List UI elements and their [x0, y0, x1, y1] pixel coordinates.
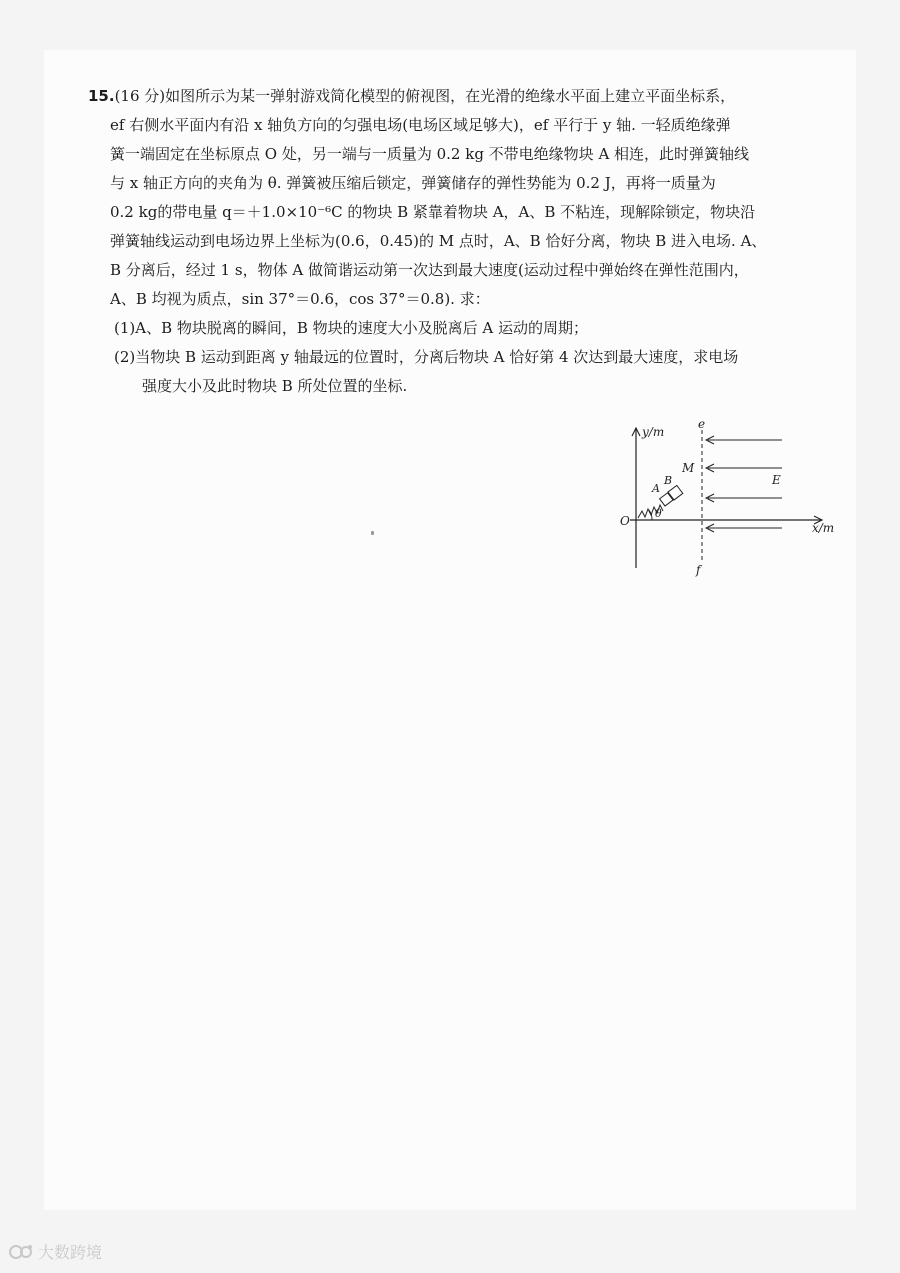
question-2-line-1: (2)当物块 B 运动到距离 y 轴最远的位置时，分离后物块 A 恰好第 4 次达到最大速度，求电场 [114, 348, 739, 366]
problem-line: ef 右侧水平面内有沿 x 轴负方向的匀强电场(电场区域足够大)，ef 平行于 y 轴. 一轻质绝缘弹 [110, 116, 731, 134]
problem-line: 簧一端固定在坐标原点 O 处，另一端与一质量为 0.2 kg 不带电绝缘物块 A 相连，此时弹簧轴线 [110, 145, 750, 163]
watermark [8, 1240, 102, 1263]
watermark-logo-icon [8, 1243, 34, 1261]
scan-speck [371, 531, 374, 535]
question-1: (1)A、B 物块脱离的瞬间，B 物块的速度大小及脱离后 A 运动的周期； [114, 319, 589, 337]
block-b-label: B [664, 474, 673, 487]
boundary-label-f: f [696, 563, 701, 577]
watermark-text: 大数跨境 [38, 1243, 103, 1262]
problem-intro-line-1 [88, 82, 836, 111]
point-label-M: M [682, 461, 695, 475]
diagram-svg [612, 418, 844, 578]
problem-line: 弹簧轴线运动到电场边界上坐标为(0.6，0.45)的 M 点时，A、B 恰好分离，物块 B 进入电场. A、 [110, 232, 767, 250]
field-diagram [612, 418, 844, 578]
question-2-line-2: 强度大小及此时物块 B 所处位置的坐标. [142, 377, 408, 395]
boundary-label-e: e [698, 417, 706, 431]
problem-15 [88, 82, 836, 401]
angle-label-theta: θ [655, 507, 662, 520]
field-label-E: E [772, 473, 781, 487]
problem-line: B 分离后，经过 1 s，物体 A 做简谐运动第一次达到最大速度(运动过程中弹始终在弹性范围内， [110, 261, 749, 279]
problem-line: 如图所示为某一弹射游戏简化模型的俯视图，在光滑的绝缘水平面上建立平面坐标系， [165, 87, 736, 105]
problem-line: A、B 均视为质点，sin 37°＝0.6，cos 37°＝0.8). 求： [110, 290, 490, 308]
block-a-label: A [652, 482, 660, 495]
x-axis-label: x/m [812, 521, 835, 535]
origin-label: O [620, 514, 630, 528]
problem-score: (16 分) [114, 87, 166, 105]
problem-line: 0.2 kg的带电量 q＝＋1.0×10⁻⁶C 的物块 B 紧靠着物块 A，A、B 不粘连，现解除锁定，物块沿 [110, 203, 756, 221]
y-axis-label: y/m [642, 425, 665, 439]
problem-number: 15. [88, 87, 115, 105]
problem-line: 与 x 轴正方向的夹角为 θ. 弹簧被压缩后锁定，弹簧储存的弹性势能为 0.2 J，再将一质量为 [110, 174, 716, 192]
